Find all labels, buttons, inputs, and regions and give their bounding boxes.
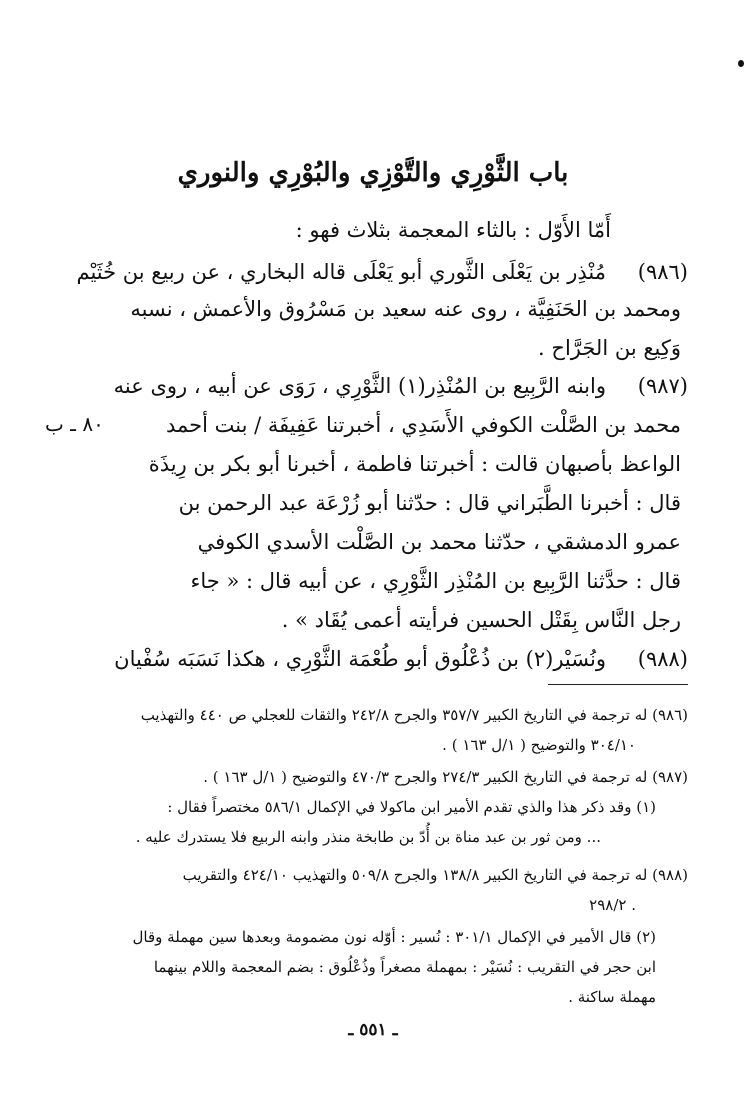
page-number: ـ ٥٥١ ـ: [348, 1020, 398, 1040]
entry-line: ومحمد بن الحَنَفِيَّة ، روى عنه سعيد بن مَسْرُوق والأعمش ، نسبه: [130, 297, 681, 321]
footnote-line: (٩٨٨) له ترجمة في التاريخ الكبير ١٣٨/٨ والجرح ٥٠٩/٨ والتهذيب ٤٢٤/١٠ والتقريب: [182, 866, 688, 884]
chapter-title: باب الثَّوْرِي والتَّوْزِي والبُوْرِي والنوري: [177, 158, 569, 188]
footnote-line: (٢) قال الأمير في الإكمال ٣٠١/١ : نُسير : أوّله نون مضمومة وبعدها سين مهملة وقال: [132, 928, 656, 946]
entry-line: ونُسَيْر(٢) بن ذُعْلُوق أبو طُعْمَة الثَّوْرِي ، هكذا نَسَبَه سُفْيان: [114, 647, 606, 671]
entry-number: (٩٨٧): [637, 374, 688, 398]
footnote-line: مهملة ساكنة .: [568, 988, 656, 1006]
footnote-line: ... ومن ثور بن عبد مناة بن أُدّ بن طابخة منذر وابنه الربيع فلا يستدرك عليه .: [135, 828, 601, 846]
entry-line: رجل النَّاس بِقَتْل الحسين فرأيته أعمى يُقَاد » .: [281, 608, 681, 632]
entry-line: محمد بن الصَّلْت الكوفي الأَسَدِي ، أخبرتنا عَفِيفَة / بنت أحمد: [166, 413, 681, 437]
footnote-line: ٣٠٤/١٠ والتوضيح ( ١/ل ١٦٣ ) .: [442, 736, 636, 754]
entry-number: (٩٨٨): [637, 647, 688, 671]
entry-line: مُنْذِر بن يَعْلَى الثَّوري أبو يَعْلَى قاله البخاري ، عن ربيع بن خُثَيْم: [76, 260, 606, 284]
footnote-separator: [548, 684, 688, 685]
entry-line: قال : أخبرنا الطَّبَراني قال : حدّثنا أبو زُرْعَة عبد الرحمن بن: [178, 491, 681, 515]
footnote-line: (٩٨٧) له ترجمة في التاريخ الكبير ٢٧٤/٣ والجرح ٤٧٠/٣ والتوضيح ( ١/ل ١٦٣ ) .: [203, 768, 688, 786]
entry-line: وَكِيع بن الجَرَّاح .: [538, 336, 681, 360]
footnote-line: ٢٩٨/٢ .: [589, 896, 636, 914]
entry-line: الواعظ بأصبهان قالت : أخبرتنا فاطمة ، أخبرنا أبو بكر بن رِيذَة: [148, 452, 681, 476]
entry-line: وابنه الرَّبِيع بن المُنْذِر(١) الثَّوْرِي ، رَوَى عن أبيه ، روى عنه: [113, 374, 606, 398]
entry-line: قال : حدَّثنا الرَّبِيع بن المُنْذِر الثَّوْرِي ، عن أبيه قال : « جاء: [190, 569, 681, 593]
footnote-line: (٩٨٦) له ترجمة في التاريخ الكبير ٣٥٧/٧ والجرح ٢٤٢/٨ والثقات للعجلي ص ٤٤٠ والتهذيب: [140, 706, 688, 724]
footnote-line: ابن حجر في التقريب : نُسَيْر : بمهملة مصغراً وذُعْلُوق : بضم المعجمة واللام بينهما: [153, 958, 656, 976]
page-mark: [738, 60, 744, 67]
entry-number: (٩٨٦): [637, 260, 688, 284]
intro-line: أَمّا الأَوّل : بالثاء المعجمة بثلاث فهو :: [295, 218, 611, 242]
margin-folio-note: ٨٠ ـ ب: [45, 412, 104, 436]
entry-line: عمرو الدمشقي ، حدّثنا محمد بن الصَّلْت الأسدي الكوفي: [197, 530, 681, 554]
footnote-line: (١) وقد ذكر هذا والذي تقدم الأمير ابن ماكولا في الإكمال ٥٨٦/١ مختصراً فقال :: [167, 798, 656, 816]
